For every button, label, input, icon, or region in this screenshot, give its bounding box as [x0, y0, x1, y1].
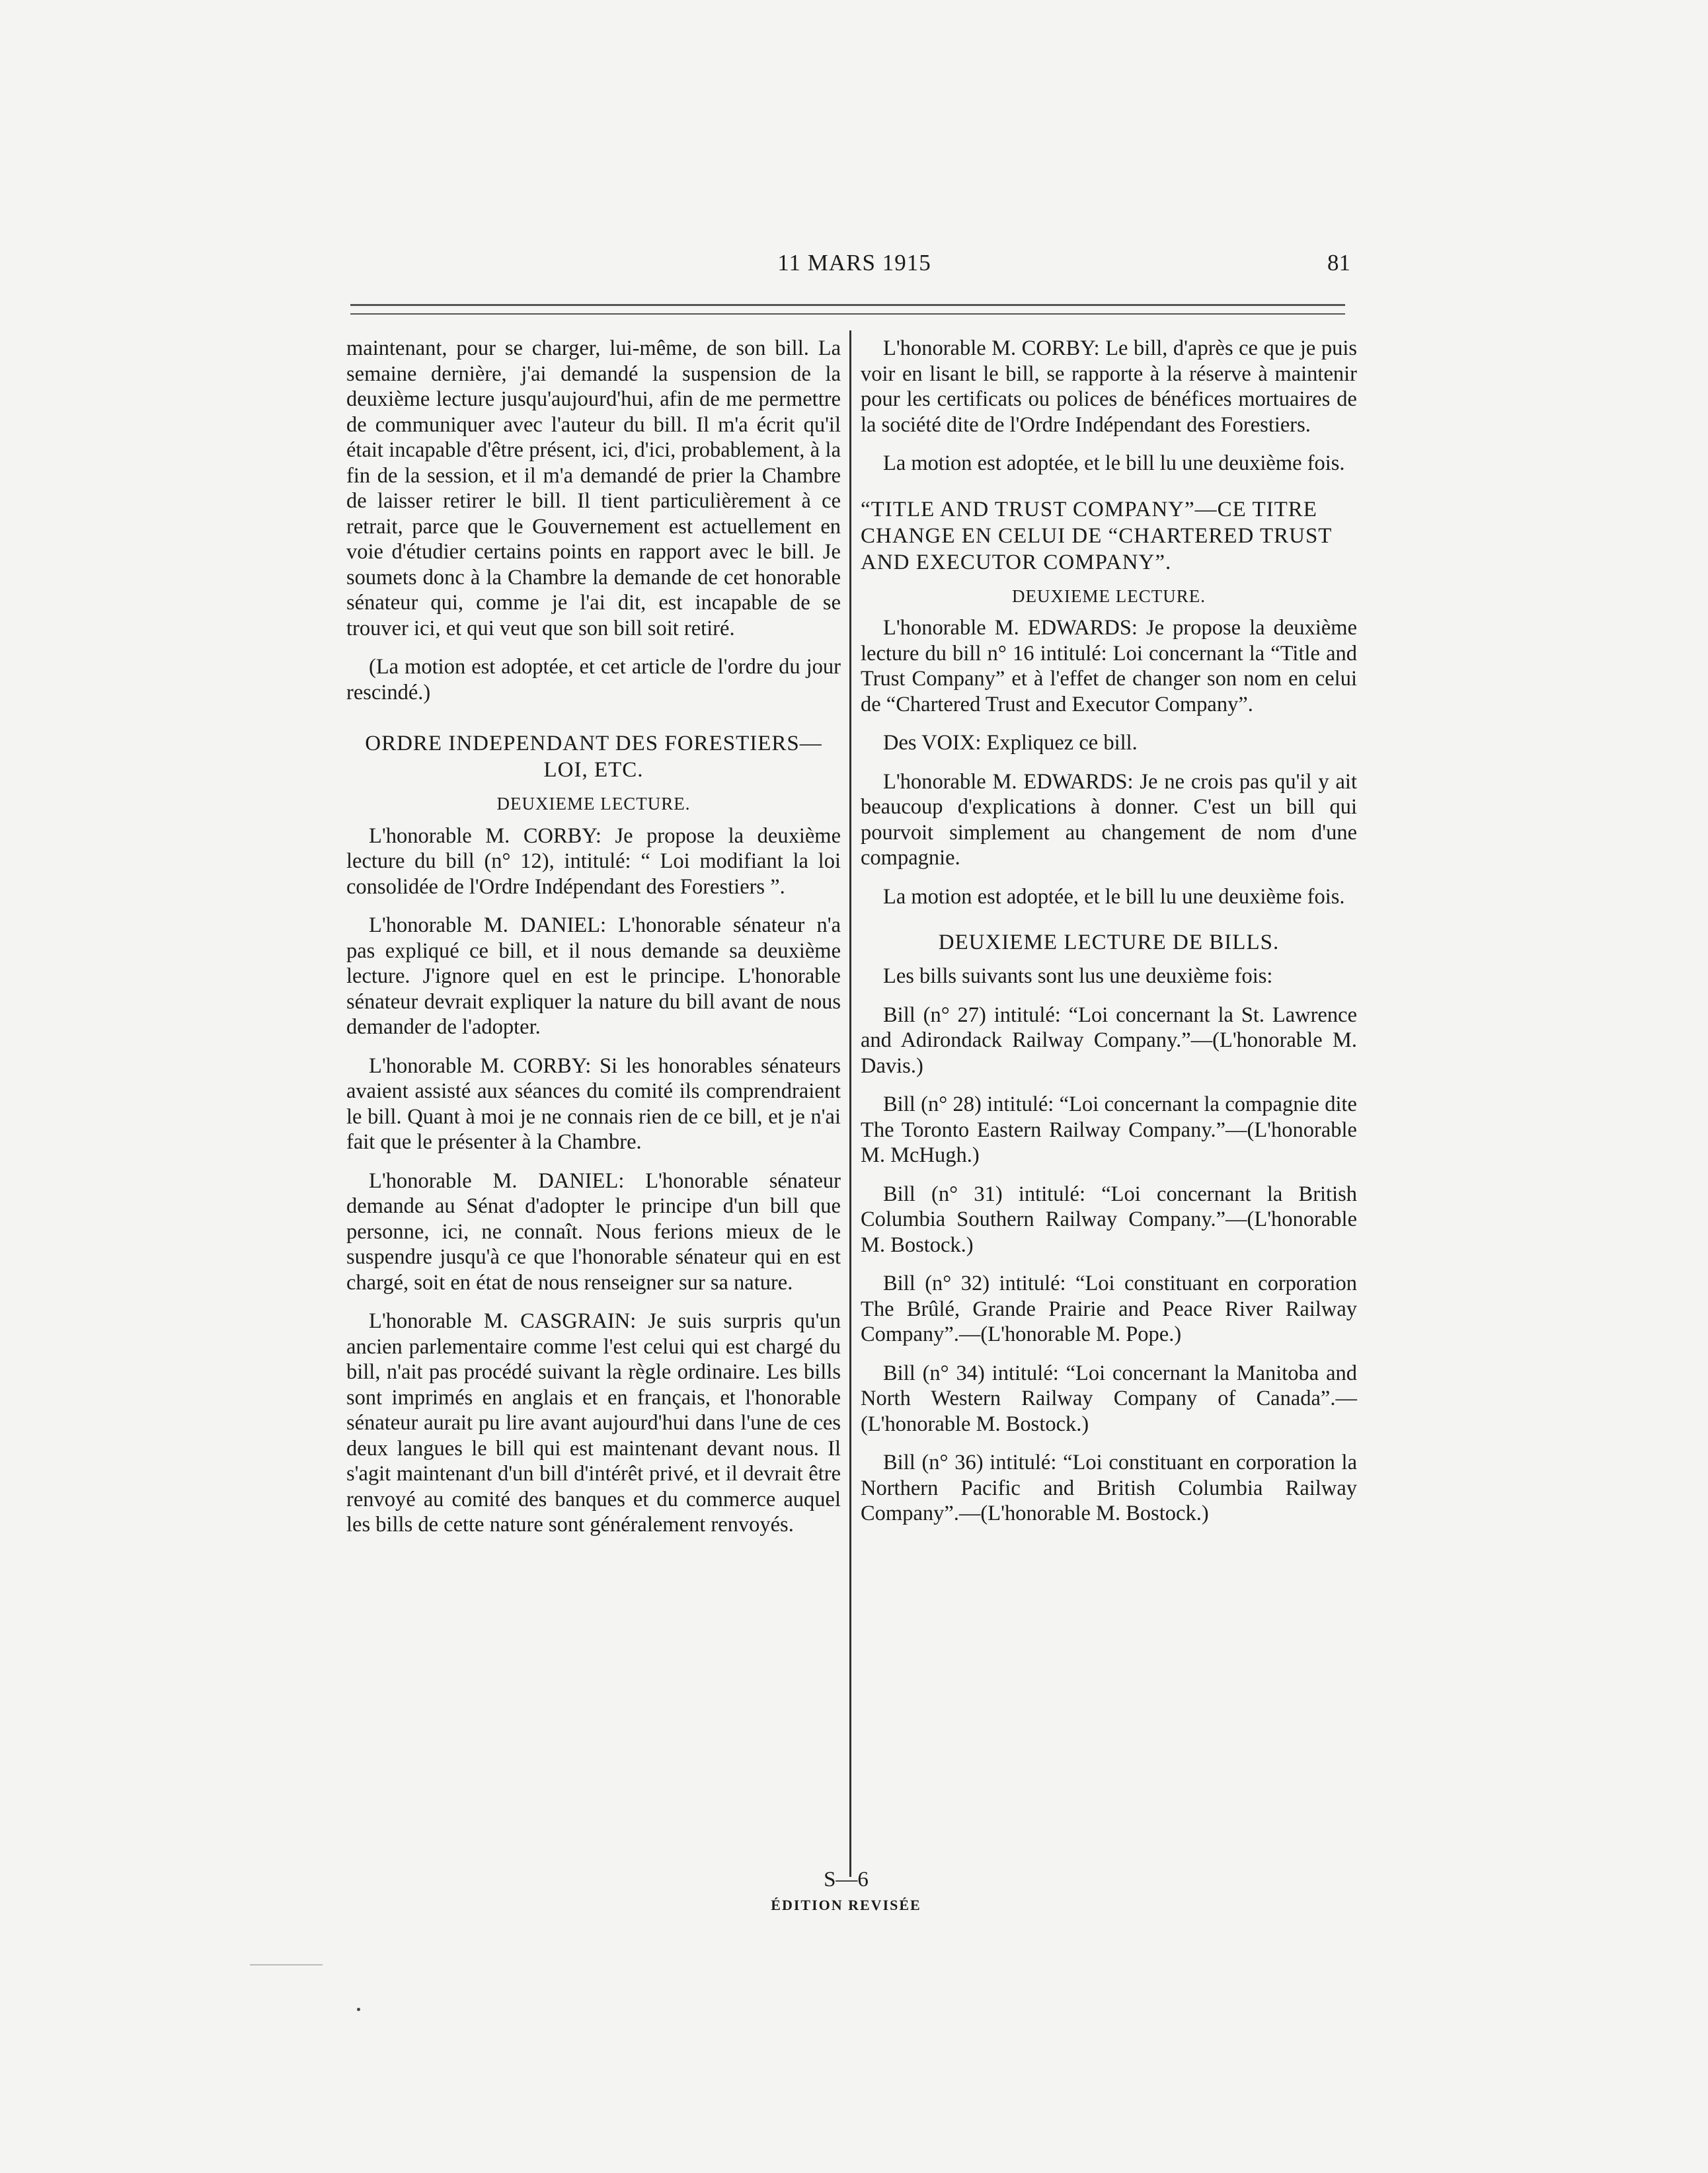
- page-number: 81: [1327, 250, 1350, 276]
- scan-mark: [250, 1964, 323, 1965]
- section-subheading: DEUXIEME LECTURE.: [496, 794, 691, 814]
- edition-note: ÉDITION REVISÉE: [771, 1897, 921, 1913]
- paragraph: Bill (n° 32) intitulé: “Loi constituant en corporation The Brûlé, Grande Prairie and Peace River Railway Company”.—(L'honorable M. Pope.): [861, 1272, 1357, 1346]
- paragraph: L'honorable M. CORBY: Je propose la deuxième lecture du bill (n° 12), intitulé: “ Loi modifiant la loi consolidée de l'Ordre Indépendant des Forestiers ”.: [346, 823, 841, 899]
- paragraph: L'honorable M. EDWARDS: Je propose la deuxième lecture du bill n° 16 intitulé: Loi concernant la “Title and Trust Company” et à l'effet de changer son nom en celui de “Chartered Trust and Executor Company”.: [861, 616, 1357, 716]
- section-heading: DEUXIEME LECTURE DE BILLS.: [938, 931, 1280, 954]
- paragraph: Bill (n° 31) intitulé: “Loi concernant la British Columbia Southern Railway Company.”—(L'honorable M. Bostock.): [861, 1182, 1357, 1257]
- right-column: [861, 336, 1357, 1540]
- paragraph: Bill (n° 36) intitulé: “Loi constituant en corporation la Northern Pacific and British Columbia Railway Company”.—(L'honorable M. Bostock.): [861, 1451, 1357, 1525]
- section-heading: ORDRE INDEPENDANT DES FORESTIERS—LOI, ETC.: [365, 732, 822, 782]
- paragraph: Bill (n° 34) intitulé: “Loi concernant la Manitoba and North Western Railway Company of Canada”.—(L'honorable M. Bostock.): [861, 1361, 1357, 1436]
- paragraph: L'honorable M. DANIEL: L'honorable sénateur demande au Sénat d'adopter le principe d'un bill que personne, ici, ne connaît. Nous ferions mieux de le suspendre jusqu'à ce que l'honorable sénateur qui en est chargé, soit en état de nous renseigner sur sa nature.: [346, 1168, 841, 1295]
- paragraph: L'honorable M. DANIEL: L'honorable sénateur n'a pas expliqué ce bill, et il nous demande sa deuxième lecture. J'ignore quel en est le principe. L'honorable sénateur devrait expliquer la nature du bill avant de nous demander de l'adopter.: [346, 913, 841, 1039]
- paragraph: maintenant, pour se charger, lui-même, de son bill. La semaine dernière, j'ai demandé la suspension de la deuxième lecture jusqu'aujourd'hui, afin de me permettre de communiquer avec l'auteur du bill. Il m'a écrit qu'il était incapable d'être présent, ici, d'ici, probablement, à la fin de la session, et il m'a demandé de prier la Chambre de laisser retirer le bill. Il tient particulièrement à ce retrait, parce que le Gouvernement est actuellement en voie d'étudier certains points en rapport avec le bill. Je soumets donc à la Chambre la demande de cet honorable sénateur qui, comme je l'ai dit, est incapable de se trouver ici, et qui veut que son bill soit retiré.: [346, 336, 841, 640]
- paragraph: Des VOIX: Expliquez ce bill.: [883, 731, 1138, 755]
- paragraph: (La motion est adoptée, et cet article de l'ordre du jour rescindé.): [346, 655, 841, 705]
- left-column: [346, 336, 841, 1551]
- paragraph: Bill (n° 28) intitulé: “Loi concernant la compagnie dite The Toronto Eastern Railway Company.”—(L'honorable M. McHugh.): [861, 1092, 1357, 1167]
- page-date: 11 MARS 1915: [777, 250, 931, 276]
- page-header: [344, 250, 1365, 289]
- column-divider: [849, 330, 851, 1877]
- section-subheading: DEUXIEME LECTURE.: [1012, 586, 1206, 606]
- paragraph: L'honorable M. CASGRAIN: Je suis surpris qu'un ancien parlementaire comme l'est celui qui est chargé du bill, n'ait pas procédé suivant la règle ordinaire. Les bills sont imprimés en anglais et en français, et l'honorable sénateur aurait pu lire avant aujourd'hui dans l'une de ces deux langues le bill qui est maintenant devant nous. Il s'agit maintenant d'un bill d'intérêt privé, et il devrait être renvoyé au comité des banques et du commerce auquel les bills de cette nature sont généralement renvoyés.: [346, 1309, 841, 1537]
- paragraph: L'honorable M. CORBY: Le bill, d'après ce que je puis voir en lisant le bill, se rapporte à la réserve à maintenir pour les certificats ou polices de bénéfices mortuaires de la société dite de l'Ordre Indépendant des Forestiers.: [861, 336, 1357, 437]
- paragraph: Bill (n° 27) intitulé: “Loi concernant la St. Lawrence and Adirondack Railway Company.”—(L'honorable M. Davis.): [861, 1003, 1357, 1078]
- header-rule-thin: [350, 313, 1345, 315]
- paragraph: L'honorable M. CORBY: Si les honorables sénateurs avaient assisté aux séances du comité ils comprendraient le bill. Quant à moi je ne connais rien de ce bill, et je n'ai fait que le présenter à la Chambre.: [346, 1053, 841, 1154]
- paragraph: La motion est adoptée, et le bill lu une deuxième fois.: [883, 884, 1345, 909]
- paragraph: La motion est adoptée, et le bill lu une deuxième fois.: [883, 451, 1345, 475]
- signature-code: S—6: [824, 1868, 869, 1891]
- section-heading: “TITLE AND TRUST COMPANY”—CE TITRE CHANGE EN CELUI DE “CHARTERED TRUST AND EXECUTOR COMPANY”.: [861, 497, 1332, 574]
- paragraph: Les bills suivants sont lus une deuxième fois:: [883, 964, 1273, 988]
- header-rule: [350, 304, 1345, 306]
- scan-dot: [357, 2008, 360, 2011]
- paragraph: L'honorable M. EDWARDS: Je ne crois pas qu'il y ait beaucoup d'explications à donner. C'est un bill qui pourvoit simplement au changement de nom d'une compagnie.: [861, 769, 1357, 870]
